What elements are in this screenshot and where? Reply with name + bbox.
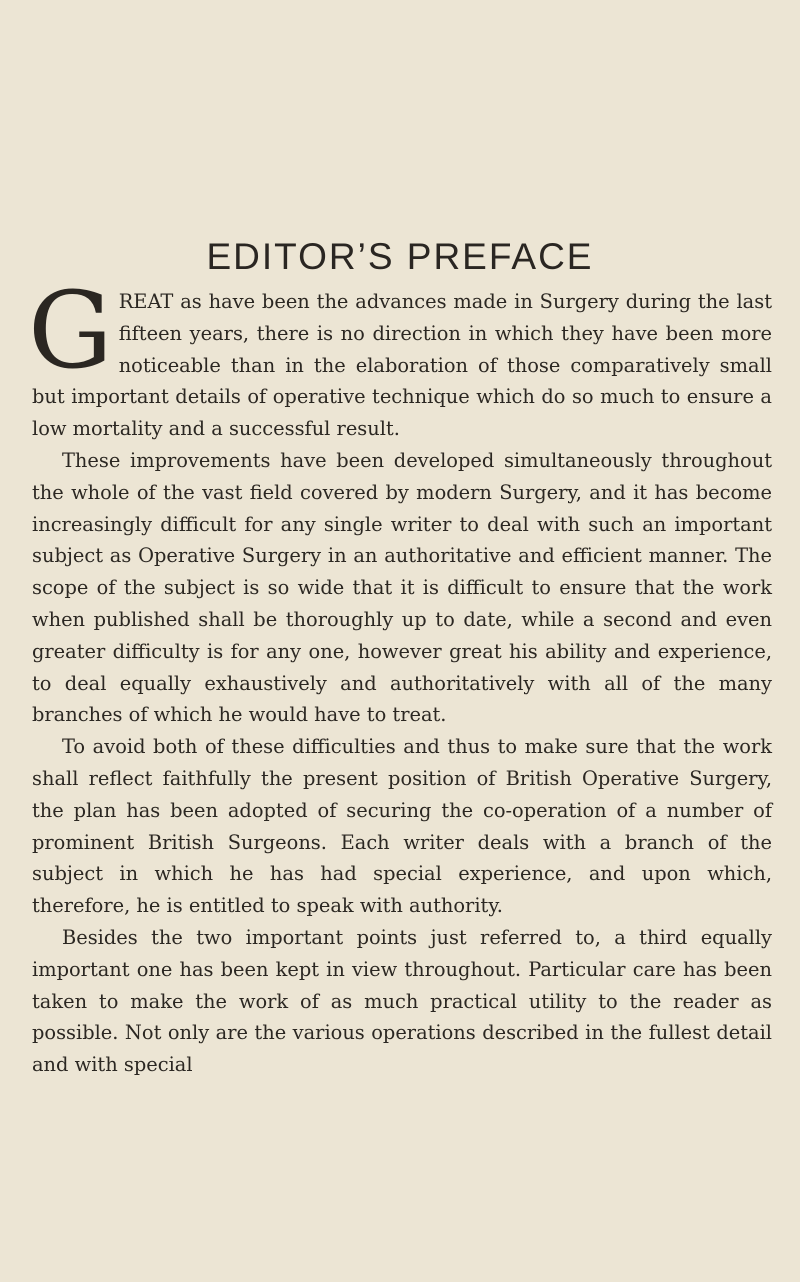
paragraph-4: Besides the two important points just referred to, a third equally important one has been kept in view throughout. Particular care has been taken to make the work of as much practical utility to the reader as possible. Not only are the various operations described in the fullest detail and with special bbox=[32, 925, 772, 1077]
paragraph-2: These improvements have been developed simultaneously throughout the whole of the vast field covered by modern Surgery, and it has become increasingly difficult for any single writer to deal with such an important subject as Operative Surgery in an authoritative and efficient manner. The scope of the subject is so wide that it is difficult to ensure that the work when published shall be thoroughly up to date, while a second and even greater difficulty is for any one, however great his ability and experience, to deal equally exhaustively and authoritatively with all of the many branches of which he would have to treat. bbox=[32, 448, 772, 727]
paragraph-1-text: REAT as have been the advances made in Surgery during the last fifteen years, there is no direction in which they have been more noticeable than in the elaboration of those comparatively small but important details of operative technique which do so much to ensure a low mortality and a successful result. bbox=[32, 290, 772, 441]
page-title: EDITOR’S PREFACE bbox=[206, 236, 594, 277]
drop-cap: G bbox=[28, 269, 113, 392]
paragraph-3: To avoid both of these difficulties and thus to make sure that the work shall reflect faithfully the present position of British Operative Surgery, the plan has been adopted of securing the co-operation of a number of prominent British Surgeons. Each writer deals with a branch of the subject in which he has had special experience, and upon which, therefore, he is entitled to speak with authority. bbox=[32, 735, 772, 918]
preface-body bbox=[28, 269, 772, 1081]
paragraph-1 bbox=[28, 269, 772, 445]
